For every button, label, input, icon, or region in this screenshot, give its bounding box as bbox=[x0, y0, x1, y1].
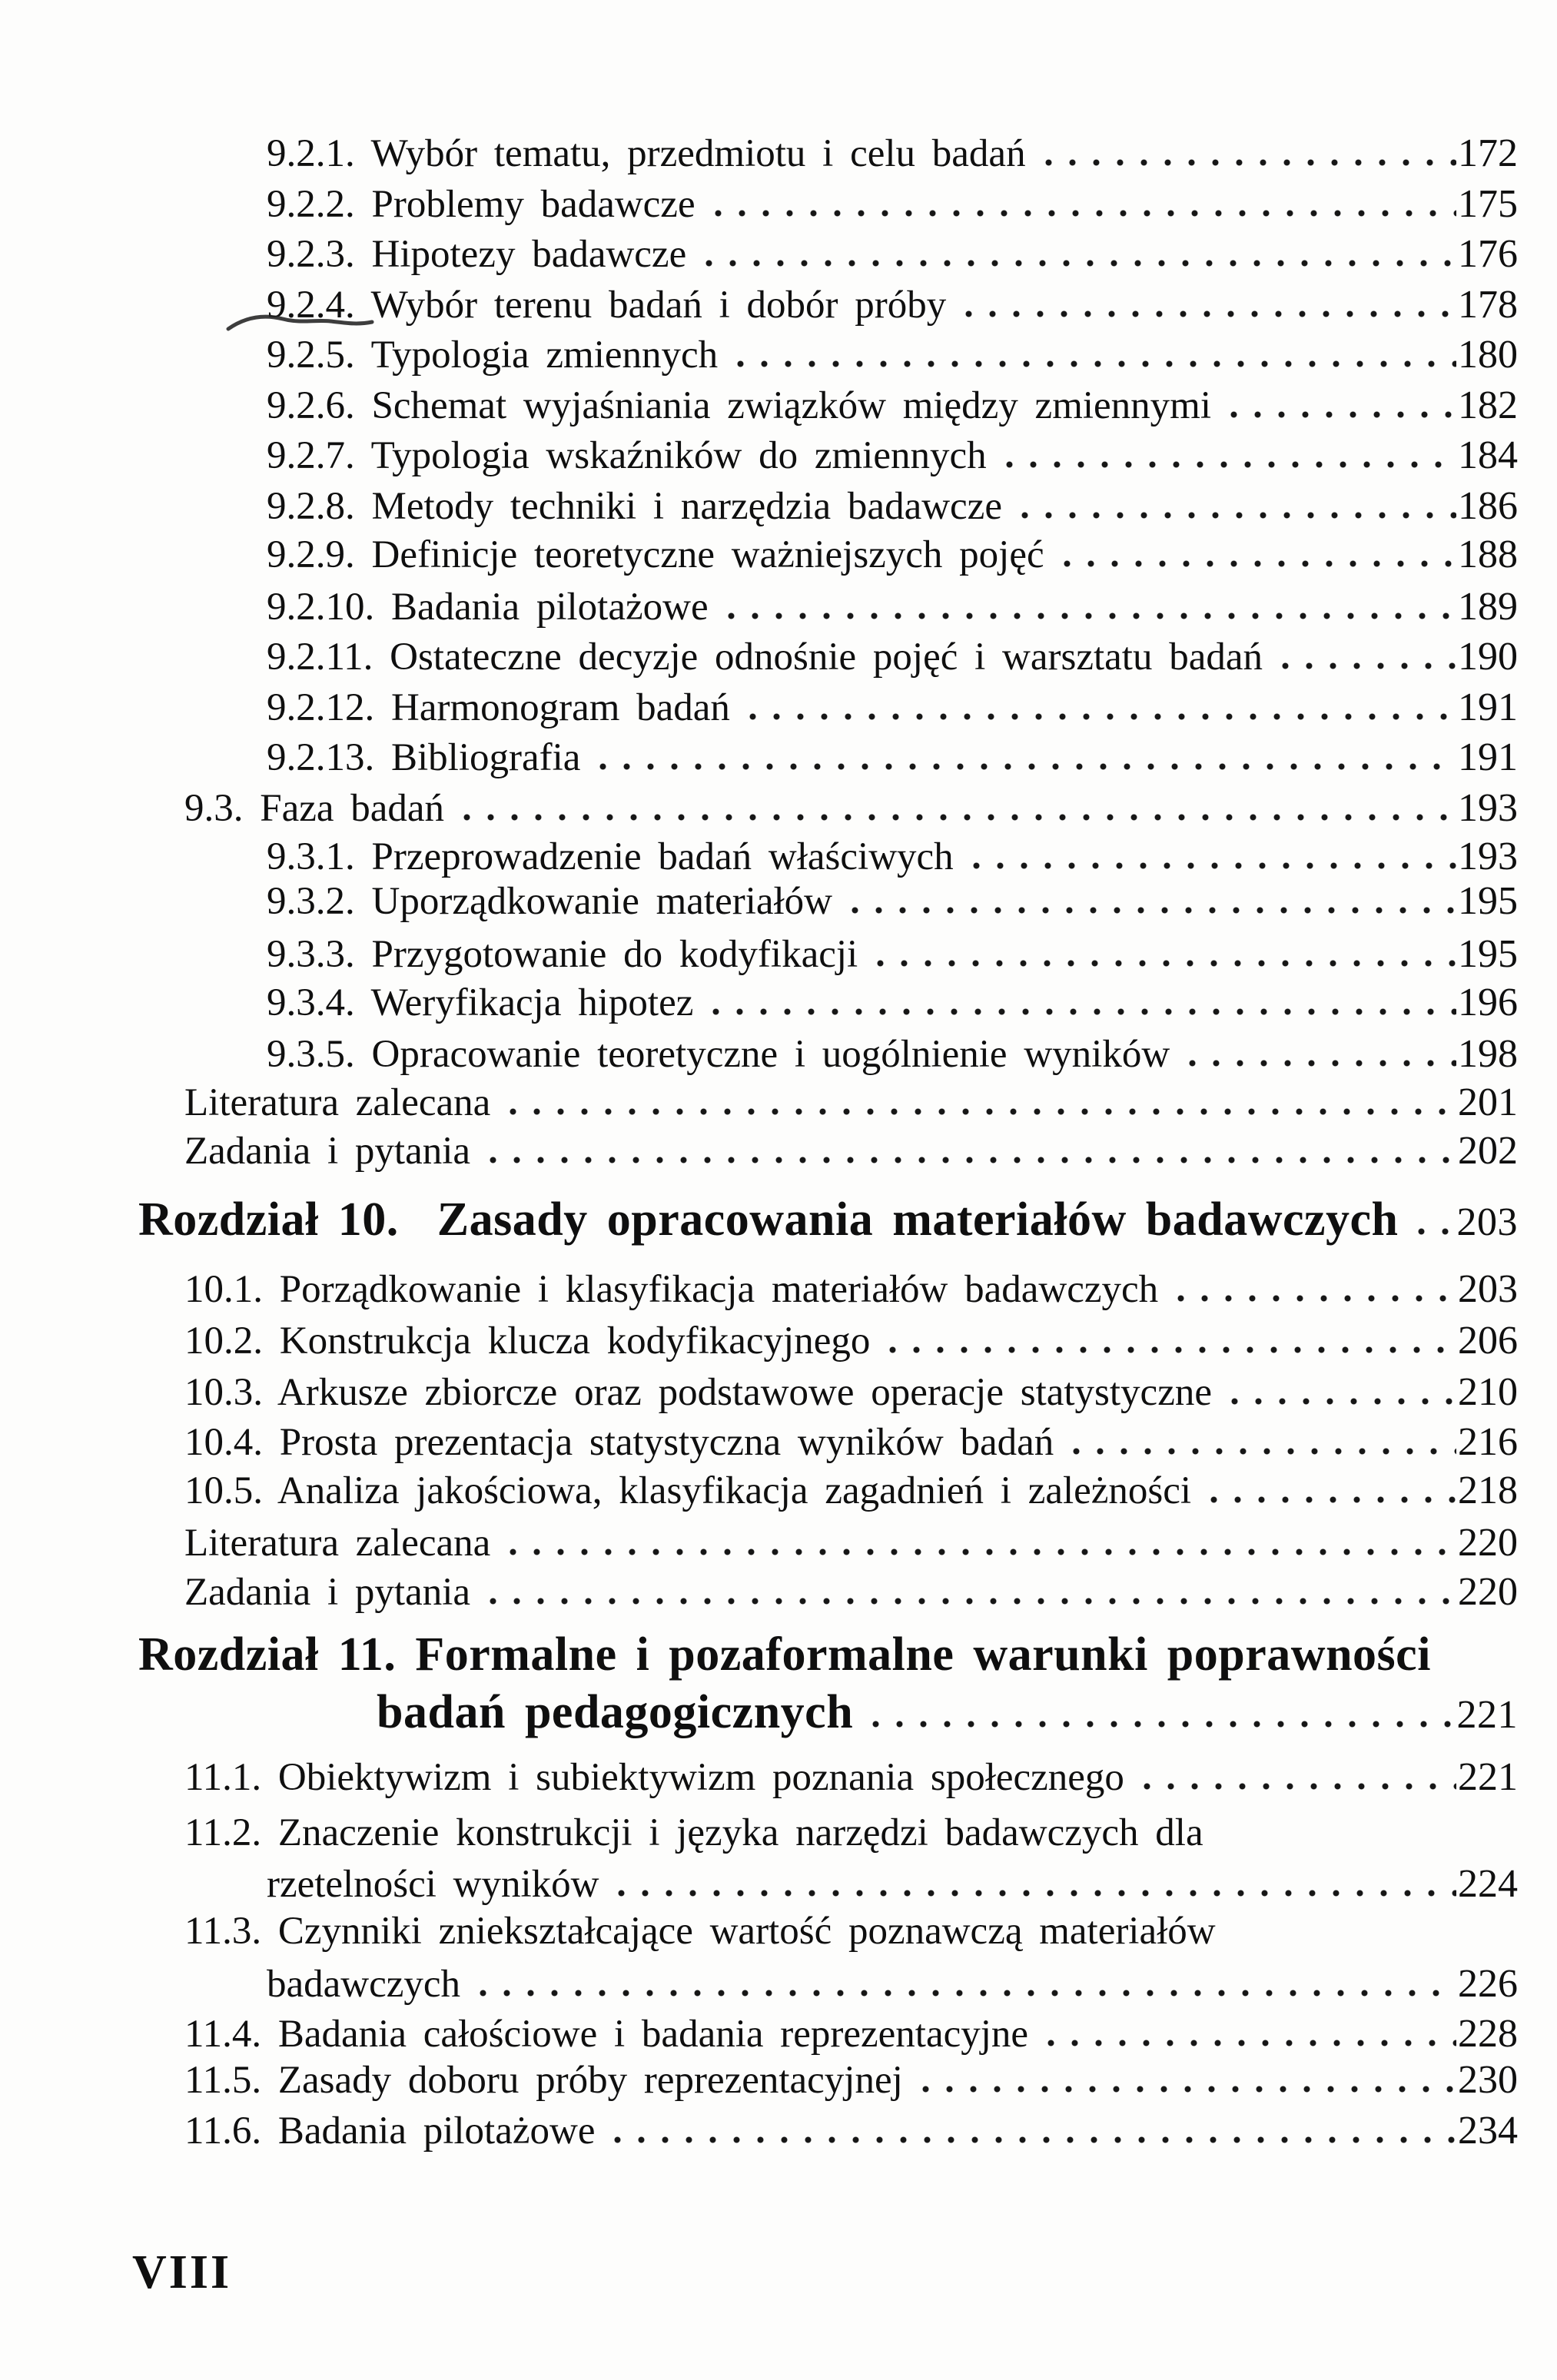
toc-entry-continuation bbox=[267, 1959, 1518, 2010]
toc-entry bbox=[267, 732, 1518, 783]
toc-entry-title: 9.2.13. Bibliografia bbox=[267, 736, 581, 779]
toc-entry-page: 193 bbox=[1458, 835, 1518, 878]
dot-leader bbox=[914, 2086, 1456, 2093]
toc-entry-page: 203 bbox=[1456, 1200, 1518, 1244]
toc-entry-title: Zadania i pytania bbox=[184, 1130, 471, 1173]
toc-entry bbox=[267, 978, 1518, 1028]
toc-entry-title: 11.1. Obiektywizm i subiektywizm poznania społecznego bbox=[184, 1756, 1124, 1799]
toc-entry bbox=[184, 1567, 1518, 1618]
toc-entry-page: 220 bbox=[1458, 1521, 1518, 1565]
dot-leader bbox=[741, 713, 1456, 720]
toc-entry bbox=[267, 229, 1518, 280]
toc-entry-title: 9.3. Faza badań bbox=[184, 787, 445, 830]
toc-entry-title: 9.2.10. Badania pilotażowe bbox=[267, 586, 709, 629]
toc-entry bbox=[184, 1264, 1518, 1315]
dot-leader bbox=[881, 1346, 1456, 1353]
dot-leader bbox=[957, 310, 1456, 317]
dot-leader bbox=[704, 1008, 1456, 1015]
toc-entry-page: 186 bbox=[1458, 484, 1518, 528]
toc-entry-page: 188 bbox=[1458, 533, 1518, 576]
toc-entry bbox=[267, 876, 1518, 927]
toc-entry-page: 189 bbox=[1458, 585, 1518, 629]
toc-entry bbox=[184, 1466, 1518, 1516]
chapter-heading-title: badań pedagogicznych bbox=[377, 1686, 854, 1738]
dot-leader bbox=[501, 1108, 1456, 1115]
dot-leader bbox=[719, 612, 1456, 619]
toc-entry-page: 221 bbox=[1458, 1755, 1518, 1799]
dot-leader bbox=[1064, 1448, 1456, 1455]
toc-entry-page: 198 bbox=[1458, 1032, 1518, 1076]
dot-leader bbox=[1409, 1228, 1456, 1235]
toc-entry-page: 190 bbox=[1458, 635, 1518, 679]
toc-entry-page: 228 bbox=[1458, 2012, 1518, 2056]
dot-leader bbox=[481, 1598, 1456, 1605]
toc-entry-title: 9.2.12. Harmonogram badań bbox=[267, 686, 730, 729]
toc-entry bbox=[184, 2106, 1518, 2156]
toc-entry bbox=[267, 280, 1518, 330]
toc-entry-page: 180 bbox=[1458, 333, 1518, 377]
toc-entry bbox=[184, 1752, 1518, 1803]
toc-entry-title: 11.5. Zasady doboru próby reprezentacyjnej bbox=[184, 2059, 903, 2102]
toc-entry-page: 221 bbox=[1456, 1693, 1518, 1737]
toc-entry-title: 11.4. Badania całościowe i badania reprezentacyjne bbox=[184, 2013, 1029, 2056]
toc-entry-title: 10.3. Arkusze zbiorcze oraz podstawowe operacje statystyczne bbox=[184, 1371, 1212, 1414]
dot-leader bbox=[1013, 512, 1456, 519]
toc-entry bbox=[267, 529, 1518, 580]
toc-entry-title: 11.3. Czynniki zniekształcające wartość poznawczą materiałów bbox=[184, 1910, 1216, 1953]
toc-entry bbox=[267, 1029, 1518, 1080]
toc-entry-title: 10.4. Prosta prezentacja statystyczna wyników badań bbox=[184, 1421, 1054, 1464]
dot-leader bbox=[606, 2136, 1456, 2143]
toc-entry-title: 9.2.5. Typologia zmiennych bbox=[267, 334, 719, 377]
toc-entry-page: 210 bbox=[1458, 1370, 1518, 1414]
pen-underline-mark bbox=[224, 309, 377, 335]
dot-leader bbox=[868, 960, 1456, 967]
toc-entry-title: 9.3.5. Opracowanie teoretyczne i uogólnienie wyników bbox=[267, 1033, 1170, 1076]
dot-leader bbox=[609, 1890, 1456, 1897]
toc-entry bbox=[184, 2055, 1518, 2106]
toc-entry bbox=[267, 128, 1518, 179]
dot-leader bbox=[697, 260, 1456, 267]
dot-leader bbox=[455, 814, 1456, 821]
toc-entry-title: 10.2. Konstrukcja klucza kodyfikacyjnego bbox=[184, 1319, 871, 1363]
dot-leader bbox=[481, 1157, 1456, 1163]
toc-entry-page: 195 bbox=[1458, 879, 1518, 923]
toc-entry-title: 9.3.4. Weryfikacja hipotez bbox=[267, 981, 694, 1024]
toc-entry bbox=[184, 1367, 1518, 1418]
dot-leader bbox=[706, 210, 1456, 217]
toc-entry-page: 203 bbox=[1458, 1267, 1518, 1311]
toc-entry bbox=[267, 582, 1518, 632]
toc-entry-title: Zadania i pytania bbox=[184, 1571, 471, 1614]
dot-leader bbox=[591, 763, 1456, 770]
toc-entry-page: 195 bbox=[1458, 932, 1518, 976]
toc-entry-page: 206 bbox=[1458, 1319, 1518, 1363]
toc-entry-page: 201 bbox=[1458, 1080, 1518, 1124]
page-number: VIII bbox=[132, 2246, 232, 2299]
toc-entry-page: 226 bbox=[1458, 1962, 1518, 2006]
dot-leader bbox=[1135, 1783, 1456, 1790]
toc-entry bbox=[267, 832, 1518, 882]
toc-entry-title: 9.2.7. Typologia wskaźników do zmiennych bbox=[267, 434, 987, 477]
toc-entry bbox=[184, 1316, 1518, 1366]
toc-entry-page: 196 bbox=[1458, 981, 1518, 1024]
toc-entry bbox=[267, 179, 1518, 230]
dot-leader bbox=[1055, 560, 1456, 567]
toc-entry-title: 9.2.8. Metody techniki i narzędzia badawcze bbox=[267, 485, 1002, 528]
toc-entry-page: 184 bbox=[1458, 433, 1518, 477]
toc-entry-title: rzetelności wyników bbox=[267, 1863, 599, 1906]
dot-leader bbox=[843, 907, 1456, 914]
toc-entry-page: 218 bbox=[1458, 1469, 1518, 1512]
dot-leader bbox=[1222, 411, 1456, 418]
toc-entry-page: 175 bbox=[1458, 182, 1518, 226]
dot-leader bbox=[1169, 1295, 1456, 1302]
toc-entry-title: Literatura zalecana bbox=[184, 1081, 491, 1124]
toc-entry bbox=[184, 1906, 1518, 1957]
dot-leader bbox=[501, 1548, 1456, 1555]
toc-entry-title: 9.2.4. Wybór terenu badań i dobór próby bbox=[267, 284, 947, 327]
toc-entry-page: 191 bbox=[1458, 735, 1518, 779]
toc-entry-page: 176 bbox=[1458, 232, 1518, 276]
toc-entry-page: 178 bbox=[1458, 283, 1518, 327]
dot-leader bbox=[1273, 662, 1456, 669]
toc-entry bbox=[267, 929, 1518, 980]
toc-entry-page: 172 bbox=[1458, 131, 1518, 175]
chapter-heading-title: Rozdział 11. Formalne i pozaformalne warunki poprawności bbox=[138, 1628, 1431, 1681]
toc-entry-title: 9.2.9. Definicje teoretyczne ważniejszych pojęć bbox=[267, 533, 1044, 576]
toc-entry bbox=[184, 1077, 1518, 1128]
toc-entry-page: 234 bbox=[1458, 2109, 1518, 2153]
dot-leader bbox=[471, 1990, 1456, 1997]
toc-entry-page: 193 bbox=[1458, 786, 1518, 830]
dot-leader bbox=[1039, 2040, 1456, 2046]
toc-entry bbox=[184, 1126, 1518, 1177]
toc-entry-title: 9.3.3. Przygotowanie do kodyfikacji bbox=[267, 933, 858, 976]
toc-entry-continuation bbox=[267, 1859, 1518, 1910]
toc-entry bbox=[184, 783, 1518, 834]
chapter-heading bbox=[138, 1622, 1518, 1687]
dot-leader bbox=[1037, 159, 1456, 166]
toc-entry-title: 9.2.2. Problemy badawcze bbox=[267, 183, 696, 226]
toc-entry-page: 191 bbox=[1458, 685, 1518, 729]
toc-entry bbox=[184, 1807, 1518, 1858]
toc-entry-page: 182 bbox=[1458, 383, 1518, 427]
toc-entry-title: 9.2.1. Wybór tematu, przedmiotu i celu badań bbox=[267, 132, 1026, 175]
toc-entry-title: 9.2.6. Schemat wyjaśniania związków między zmiennymi bbox=[267, 384, 1212, 427]
toc-entry-page: 224 bbox=[1458, 1862, 1518, 1906]
dot-leader bbox=[864, 1721, 1455, 1728]
toc-entry-page: 230 bbox=[1458, 2058, 1518, 2102]
toc-entry bbox=[184, 1417, 1518, 1468]
toc-entry-title: 11.2. Znaczenie konstrukcji i języka narzędzi badawczych dla bbox=[184, 1811, 1203, 1854]
toc-entry-title: 9.3.1. Przeprowadzenie badań właściwych bbox=[267, 835, 954, 878]
dot-leader bbox=[1223, 1398, 1456, 1405]
toc-entry bbox=[267, 380, 1518, 431]
toc-entry-page: 220 bbox=[1458, 1570, 1518, 1614]
chapter-heading-title: Rozdział 10. Zasady opracowania materiałów badawczych bbox=[138, 1193, 1399, 1246]
dot-leader bbox=[729, 360, 1456, 367]
toc-entry-page: 202 bbox=[1458, 1129, 1518, 1173]
toc-entry-title: Literatura zalecana bbox=[184, 1522, 491, 1565]
toc-entry bbox=[184, 2009, 1518, 2060]
toc-entry bbox=[184, 1518, 1518, 1568]
toc-entry-page: 216 bbox=[1458, 1420, 1518, 1464]
toc-entry-title: 9.3.2. Uporządkowanie materiałów bbox=[267, 880, 833, 923]
toc-entry bbox=[267, 481, 1518, 532]
toc-entry-title: badawczych bbox=[267, 1963, 461, 2006]
toc-entry-title: 11.6. Badania pilotażowe bbox=[184, 2109, 596, 2153]
chapter-heading-continuation bbox=[377, 1680, 1518, 1744]
toc-entry bbox=[267, 632, 1518, 682]
toc-entry-title: 10.1. Porządkowanie i klasyfikacja materiałów badawczych bbox=[184, 1268, 1159, 1311]
toc-entry-title: 10.5. Analiza jakościowa, klasyfikacja zagadnień i zależności bbox=[184, 1469, 1192, 1512]
toc-entry bbox=[267, 430, 1518, 481]
dot-leader bbox=[998, 461, 1456, 468]
toc-entry-title: 9.2.11. Ostateczne decyzje odnośnie pojęć i warsztatu badań bbox=[267, 636, 1263, 679]
dot-leader bbox=[1202, 1496, 1456, 1503]
chapter-heading bbox=[138, 1187, 1518, 1252]
dot-leader bbox=[964, 862, 1456, 869]
toc-entry bbox=[267, 330, 1518, 380]
toc-entry-title: 9.2.3. Hipotezy badawcze bbox=[267, 233, 687, 276]
dot-leader bbox=[1180, 1060, 1456, 1067]
toc-entry bbox=[267, 682, 1518, 733]
